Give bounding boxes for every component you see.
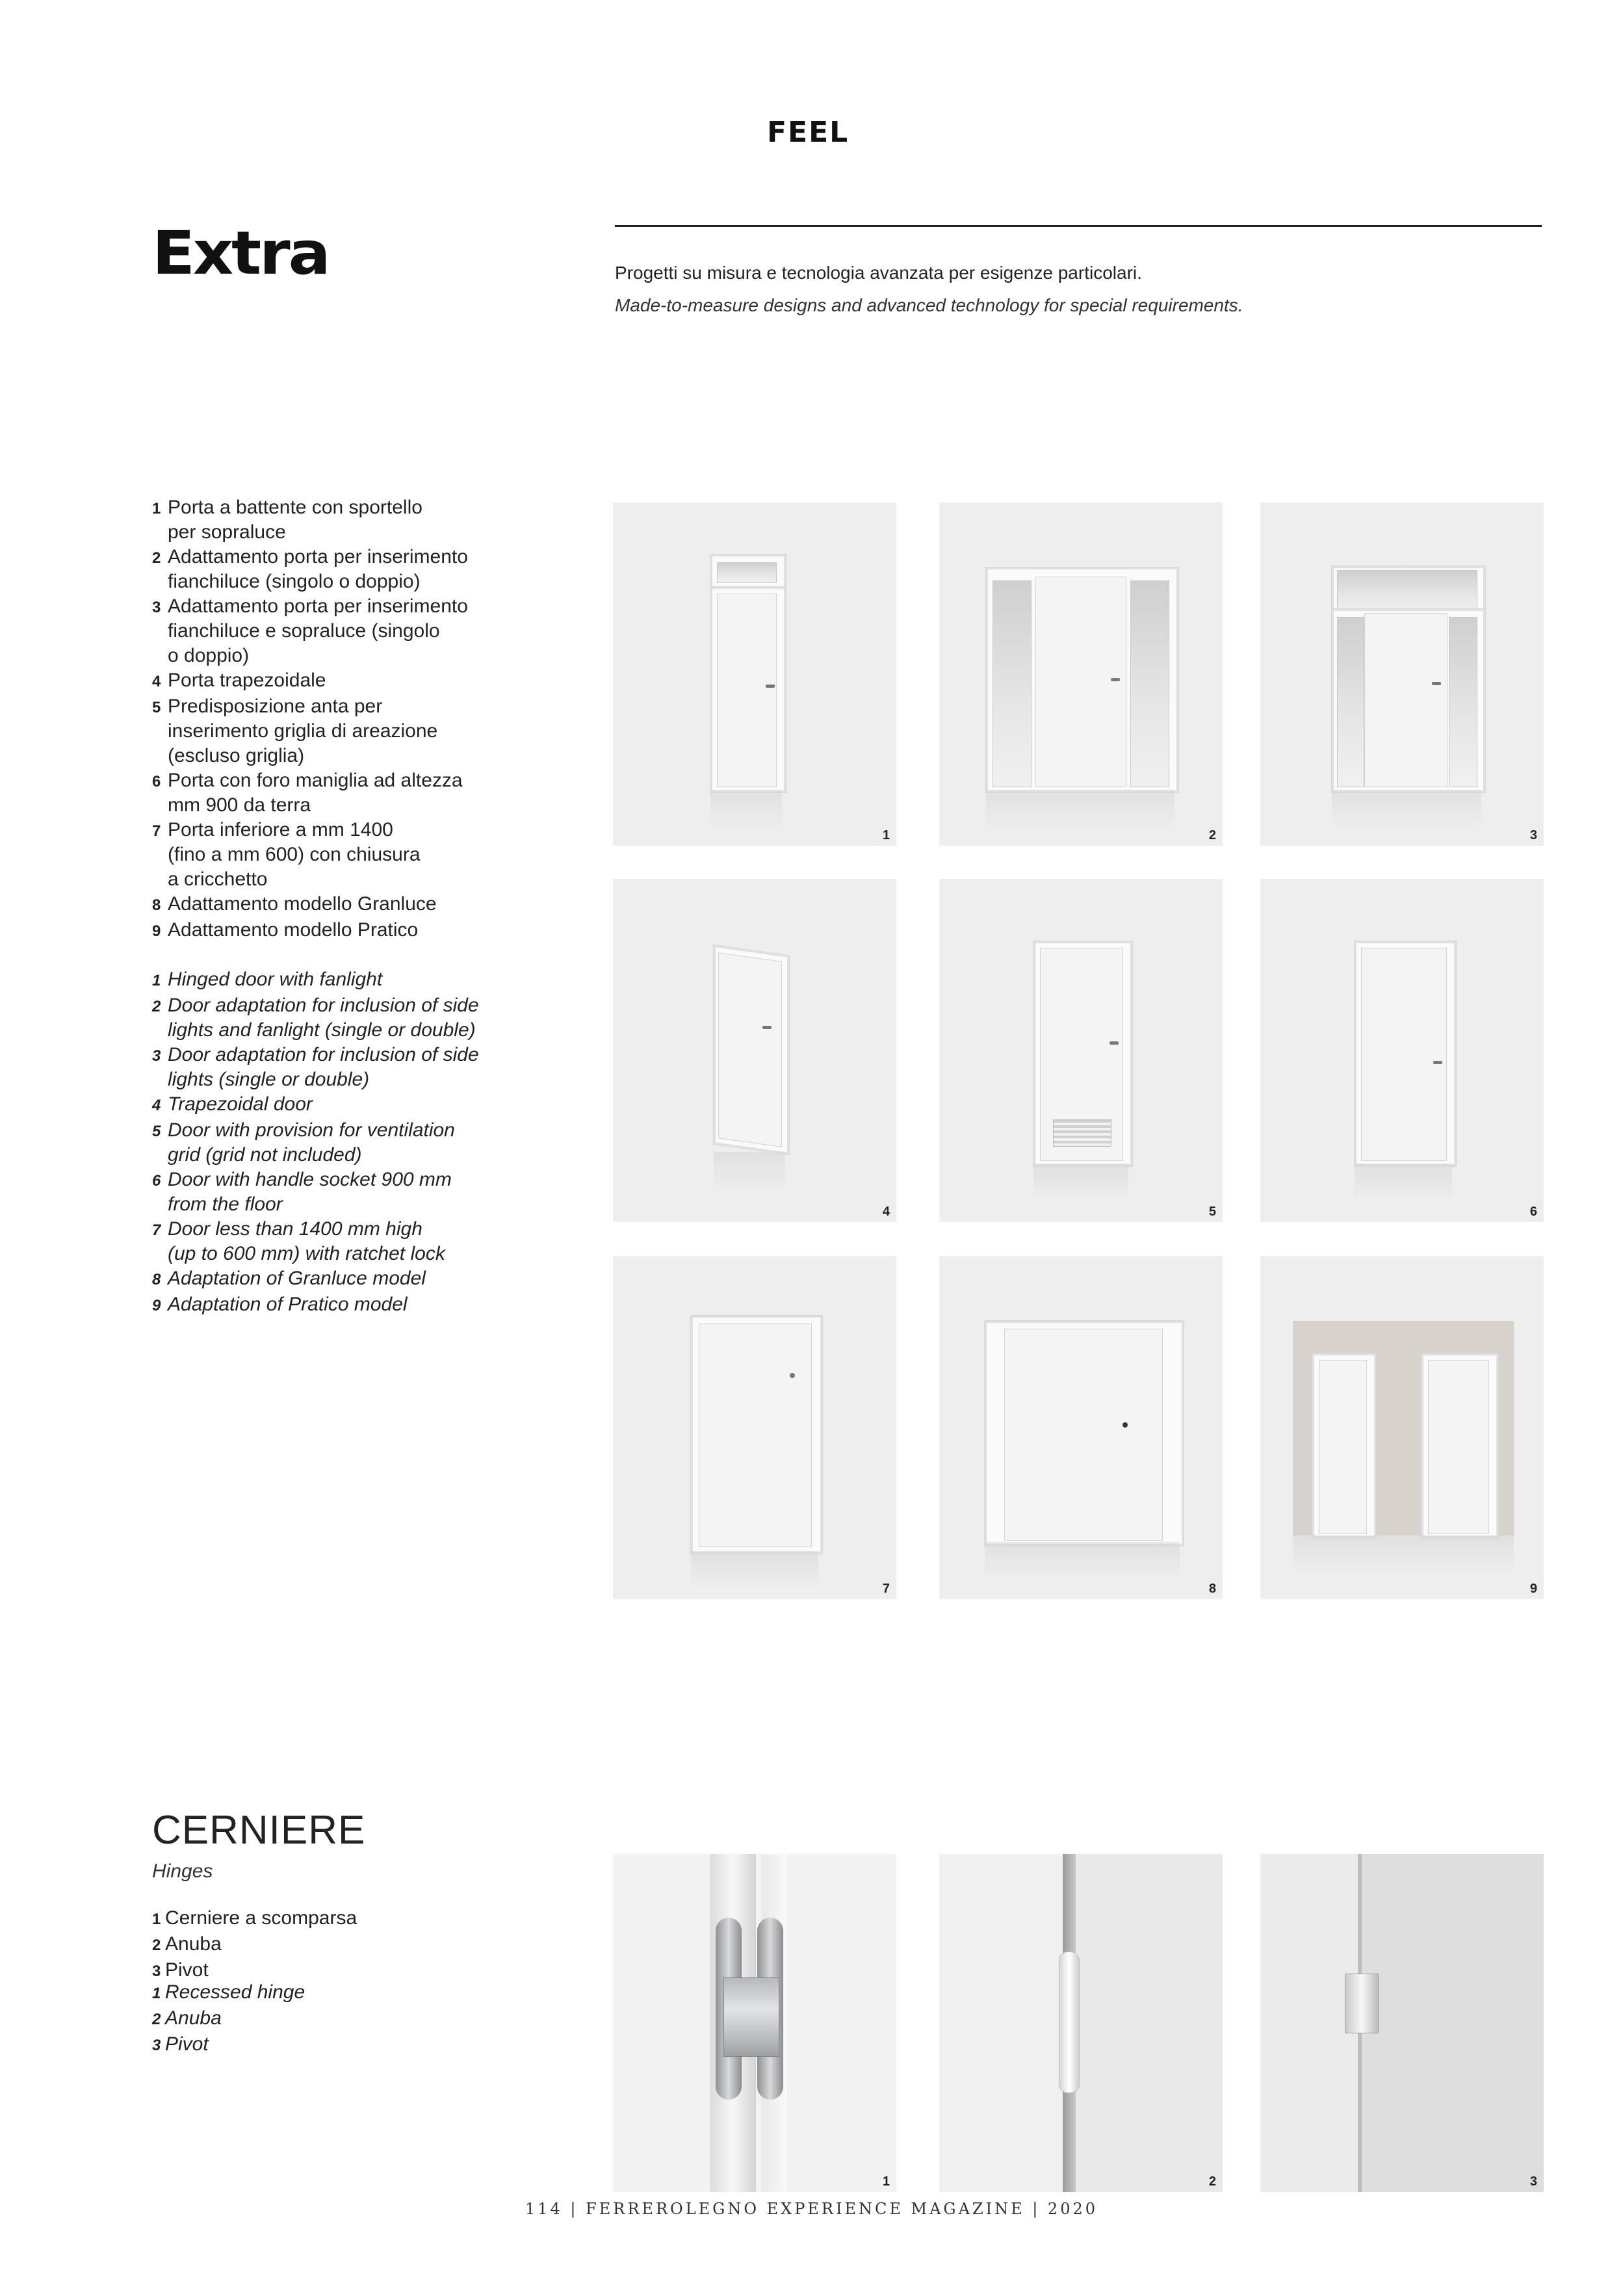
list-item: 7 Door less than 1400 mm high (up to 600 mm) with ratchet lock <box>152 1218 445 1264</box>
extra-list-english <box>152 967 479 1318</box>
door-photo-sidelights <box>1260 502 1544 846</box>
list-item: 9 Adattamento modello Pratico <box>152 919 419 941</box>
hinge-photo-anuba <box>939 1854 1223 2192</box>
photo-number: 2 <box>1208 828 1216 842</box>
list-item: 3 Adattamento porta per inserimento fianchiluce e sopraluce (singolo o doppio) <box>152 595 468 666</box>
door-photo-sidelights-fanlight <box>939 502 1223 846</box>
hinges-subtitle: Hinges <box>152 1860 213 1882</box>
door-photo-ventilation-grid <box>939 879 1223 1222</box>
page-footer: 114 | FERREROLEGNO EXPERIENCE MAGAZINE | 2020 <box>525 2200 1098 2218</box>
list-item: 2 Door adaptation for inclusion of side lights and fanlight (single or double) <box>152 995 479 1041</box>
hinge-photo-pivot <box>1260 1854 1544 2192</box>
list-item: 2 Anuba <box>152 2007 222 2029</box>
door-photo-pratico <box>1260 1256 1544 1599</box>
hinges-title: CERNIERE <box>152 1808 366 1853</box>
list-item: 6 Door with handle socket 900 mm from the floor <box>152 1169 452 1215</box>
photo-number: 3 <box>1529 2174 1537 2189</box>
photo-number: 7 <box>882 1582 890 1596</box>
list-item: 5 Door with provision for ventilation grid (grid not included) <box>152 1119 455 1166</box>
list-item: 1 Hinged door with fanlight <box>152 969 383 990</box>
list-item: 1 Recessed hinge <box>152 1981 305 2003</box>
hinges-list-italian <box>152 1906 357 1984</box>
list-item: 6 Porta con foro maniglia ad altezza mm 900 da terra <box>152 770 463 816</box>
list-item: 8 Adattamento modello Granluce <box>152 893 437 915</box>
intro-italian: Progetti su misura e tecnologia avanzata per esigenze particolari. <box>615 263 1142 283</box>
list-item: 2 Adattamento porta per inserimento fianchiluce (singolo o doppio) <box>152 546 468 592</box>
list-item: 4 Trapezoidal door <box>152 1093 313 1115</box>
door-photo-fanlight <box>613 502 896 846</box>
list-item: 9 Adaptation of Pratico model <box>152 1294 408 1315</box>
photo-number: 4 <box>882 1205 890 1219</box>
photo-number: 3 <box>1529 828 1537 842</box>
list-item: 5 Predisposizione anta per inserimento griglia di areazione (escluso griglia) <box>152 696 438 766</box>
list-item: 3 Door adaptation for inclusion of side lights (single or double) <box>152 1044 479 1090</box>
photo-number: 1 <box>882 828 890 842</box>
list-item: 1 Porta a battente con sportello per sopraluce <box>152 497 422 543</box>
brand-name: FEEL <box>767 116 850 149</box>
door-photo-ratchet-lock <box>613 1256 896 1599</box>
photo-number: 8 <box>1208 1582 1216 1596</box>
door-photo-trapezoidal <box>613 879 896 1222</box>
photo-number: 1 <box>882 2174 890 2189</box>
photo-number: 9 <box>1529 1582 1537 1596</box>
door-photo-granluce <box>939 1256 1223 1599</box>
divider <box>615 225 1542 227</box>
door-photo-handle-900mm <box>1260 879 1544 1222</box>
list-item: 3 Pivot <box>152 2033 209 2055</box>
extra-list-italian <box>152 495 468 944</box>
list-item: 4 Porta trapezoidale <box>152 670 326 691</box>
photo-number: 5 <box>1208 1205 1216 1219</box>
list-item: 2 Anuba <box>152 1933 222 1955</box>
photo-number: 2 <box>1208 2174 1216 2189</box>
hinge-photo-recessed <box>613 1854 896 2192</box>
list-item: 1 Cerniere a scomparsa <box>152 1907 357 1929</box>
brand-logo <box>767 116 864 150</box>
list-item: 3 Pivot <box>152 1959 209 1981</box>
page-title: Extra <box>152 218 329 288</box>
intro-english: Made-to-measure designs and advanced technology for special requirements. <box>615 295 1243 315</box>
hinges-list-english <box>152 1980 305 2058</box>
photo-number: 6 <box>1529 1205 1537 1219</box>
list-item: 8 Adaptation of Granluce model <box>152 1268 426 1289</box>
list-item: 7 Porta inferiore a mm 1400 (fino a mm 600) con chiusura a cricchetto <box>152 819 421 890</box>
